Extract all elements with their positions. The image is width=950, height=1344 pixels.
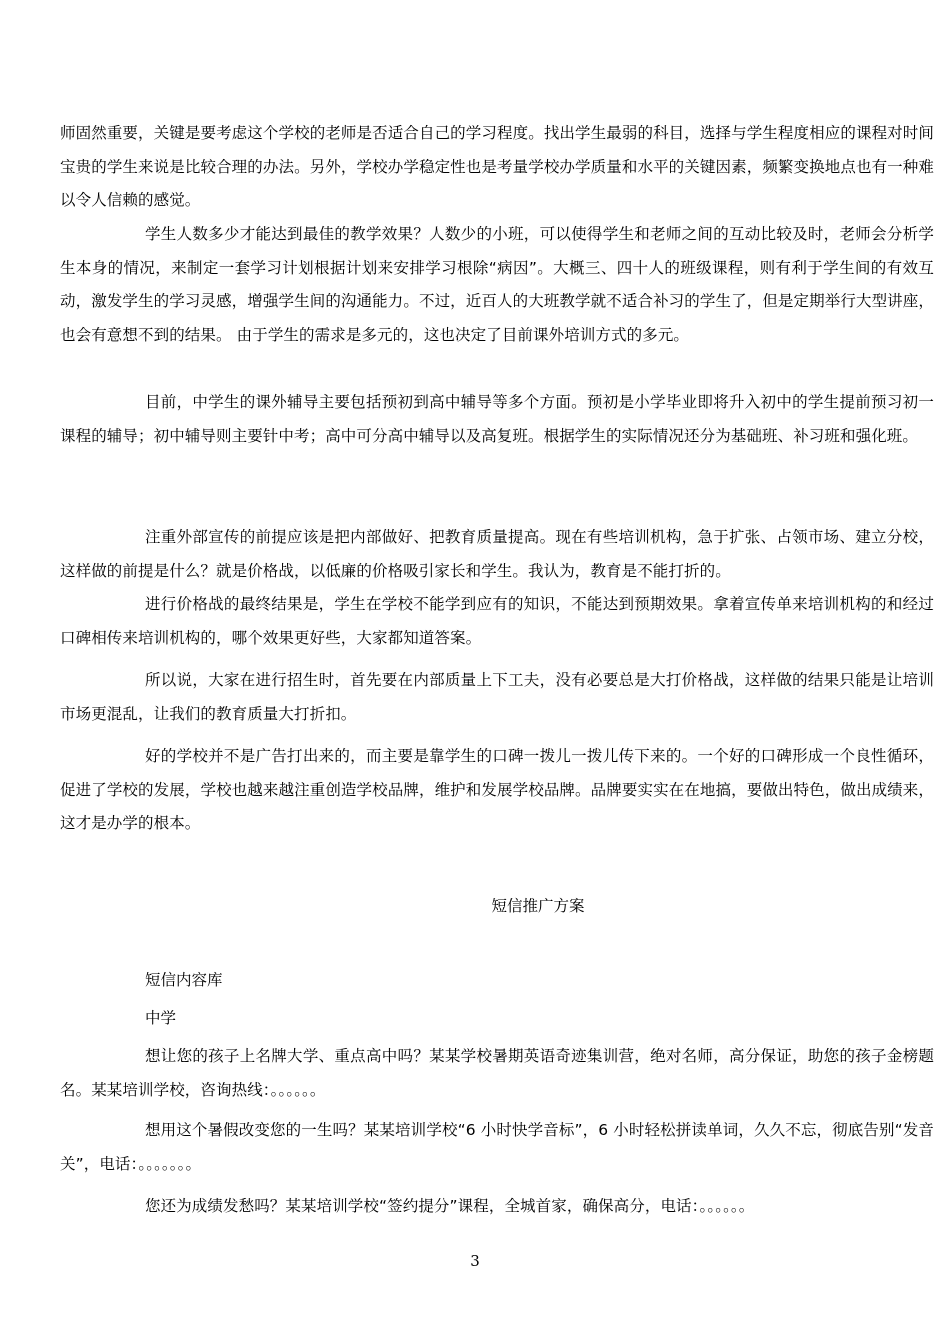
paragraph-reputation: 好的学校并不是广告打出来的，而主要是靠学生的口碑一拨儿一拨儿传下来的。一个好的口碑形成一个良性循环，促进了学校的发展，学校也越来越注重创造学校品牌，维护和发展学校品牌。品牌要实实在在地搞，要做出特色，做出成绩来，这才是办学的根本。 [60, 747, 934, 832]
sms-message: 想让您的孩子上名牌大学、重点高中吗？某某学校暑期英语奇迹集训营，绝对名师，高分保证，助您的孩子金榜题名。某某培训学校，咨询热线：。。。。。。 [60, 1047, 934, 1099]
section-title: 短信推广方案 [491, 897, 585, 915]
page-number: 3 [470, 1252, 480, 1270]
sms-message: 您还为成绩发愁吗？某某培训学校“签约提分”课程，全城首家，确保高分，电话：。。。。。。 [145, 1197, 755, 1215]
paragraph-price-war: 进行价格战的最终结果是，学生在学校不能学到应有的知识，不能达到预期效果。拿着宣传单来培训机构的和经过口碑相传来培训机构的，哪个效果更好些，大家都知道答案。 [60, 595, 934, 647]
paragraph-continuation: 师固然重要，关键是要考虑这个学校的老师是否适合自己的学习程度。找出学生最弱的科目，选择与学生程度相应的课程对时间宝贵的学生来说是比较合理的办法。另外，学校办学稳定性也是考量学校办学质量和水平的关键因素，频繁变换地点也有一种难以令人信赖的感觉。 [60, 124, 934, 209]
paragraph-enrollment: 所以说，大家在进行招生时，首先要在内部质量上下工夫，没有必要总是大打价格战，这样做的结果只能是让培训市场更混乱，让我们的教育质量大打折扣。 [60, 671, 934, 723]
library-heading: 短信内容库 [145, 971, 223, 989]
paragraph-tutoring-types: 目前，中学生的课外辅导主要包括预初到高中辅导等多个方面。预初是小学毕业即将升入初中的学生提前预习初一课程的辅导；初中辅导则主要针中考；高中可分高中辅导以及高复班。根据学生的实际情况还分为基础班、补习班和强化班。 [60, 393, 934, 445]
paragraph-class-size: 学生人数多少才能达到最佳的教学效果？人数少的小班，可以使得学生和老师之间的互动比较及时，老师会分析学生本身的情况，来制定一套学习计划根据计划来安排学习根除“病因”。大概三、四十人的班级课程，则有利于学生间的有效互动，激发学生的学习灵感，增强学生间的沟通能力。不过，近百人的大班教学就不适合补习的学生了，但是定期举行大型讲座，也会有意想不到的结果。 由于学生的需求是多元的，这也决定了目前课外培训方式的多元。 [60, 225, 934, 344]
category-heading: 中学 [145, 1009, 177, 1027]
sms-message: 想用这个暑假改变您的一生吗？某某培训学校“6 小时快学音标”，6 小时轻松拼读单词，久久不忘，彻底告别“发音关”，电话：。。。。。。。 [60, 1121, 934, 1173]
paragraph-internal-quality: 注重外部宣传的前提应该是把内部做好、把教育质量提高。现在有些培训机构，急于扩张、占领市场、建立分校，这样做的前提是什么？就是价格战，以低廉的价格吸引家长和学生。我认为，教育是不能打折的。 [60, 528, 934, 580]
